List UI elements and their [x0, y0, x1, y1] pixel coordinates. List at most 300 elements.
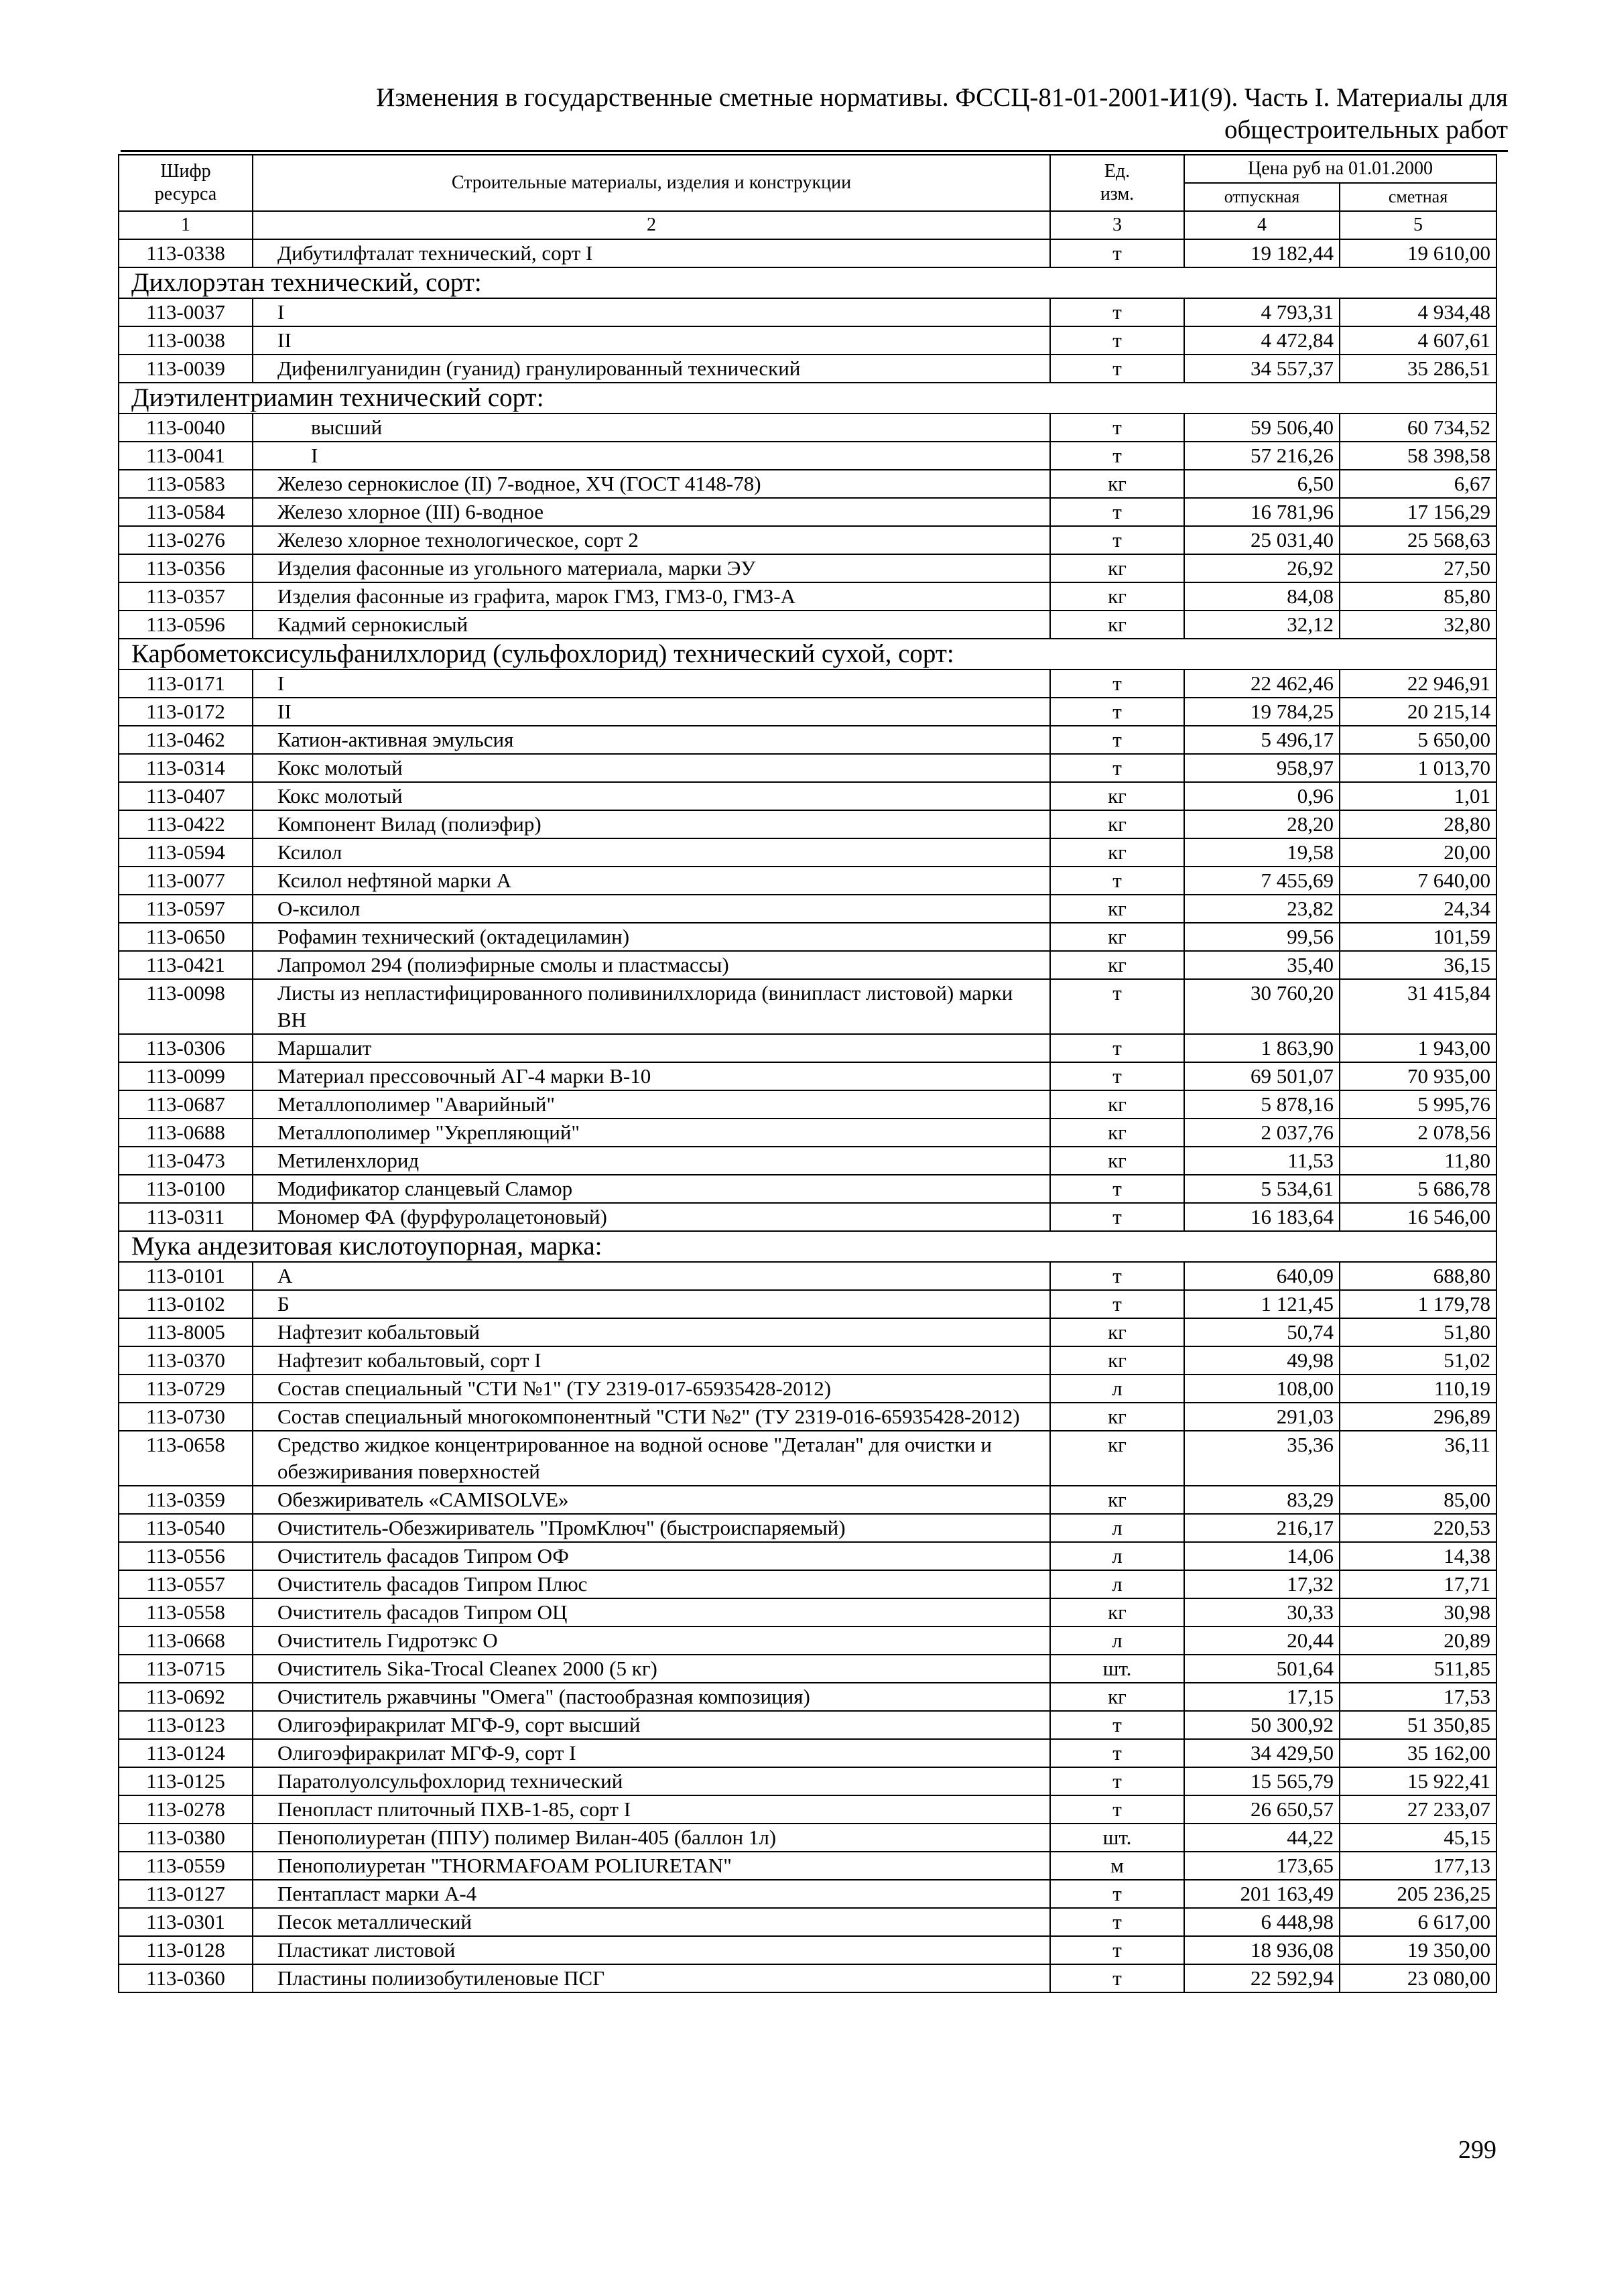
- material-name-cell: Очиститель фасадов Типром ОЦ: [253, 1598, 1050, 1627]
- material-name-cell: Ксилол нефтяной марки А: [253, 867, 1050, 895]
- price-release-cell: 5 878,16: [1184, 1090, 1340, 1119]
- price-release-cell: 4 472,84: [1184, 326, 1340, 355]
- material-name-cell: Очиститель фасадов Типром Плюс: [253, 1570, 1050, 1598]
- unit-cell: т: [1050, 326, 1184, 355]
- price-estimate-cell: 17,53: [1340, 1683, 1496, 1711]
- material-name-cell: Очиститель Гидротэкс О: [253, 1627, 1050, 1655]
- table-row: [119, 698, 1496, 726]
- resource-code-cell: 113-0171: [119, 669, 253, 698]
- price-release-cell: 17,15: [1184, 1683, 1340, 1711]
- price-estimate-cell: 7 640,00: [1340, 867, 1496, 895]
- material-name-cell: Пенопласт плиточный ПХВ-1-85, сорт I: [253, 1795, 1050, 1824]
- material-name-cell: Очиститель ржавчины "Омега" (пастообразная композиция): [253, 1683, 1050, 1711]
- table-row: [119, 1598, 1496, 1627]
- header-name: Строительные материалы, изделия и конструкции: [253, 155, 1050, 211]
- header-unit: [1050, 155, 1184, 211]
- unit-cell: т: [1050, 698, 1184, 726]
- resource-code-cell: 113-0422: [119, 810, 253, 838]
- price-release-cell: 501,64: [1184, 1655, 1340, 1683]
- price-release-cell: 49,98: [1184, 1346, 1340, 1375]
- price-estimate-cell: 688,80: [1340, 1262, 1496, 1290]
- resource-code-cell: 113-0101: [119, 1262, 253, 1290]
- material-name-cell: Катион-активная эмульсия: [253, 726, 1050, 754]
- price-estimate-cell: 6 617,00: [1340, 1908, 1496, 1936]
- column-number-2: 2: [253, 211, 1050, 239]
- price-release-cell: 25 031,40: [1184, 526, 1340, 554]
- material-name-cell: Ксилол: [253, 838, 1050, 867]
- unit-cell: т: [1050, 442, 1184, 470]
- table-row: [119, 1964, 1496, 1992]
- resource-code-cell: 113-0128: [119, 1936, 253, 1964]
- table-row: [119, 526, 1496, 554]
- price-release-cell: 4 793,31: [1184, 298, 1340, 326]
- group-title: Мука андезитовая кислотоупорная, марка:: [119, 1231, 1496, 1262]
- table-row: [119, 582, 1496, 611]
- unit-cell: шт.: [1050, 1655, 1184, 1683]
- price-release-cell: 6,50: [1184, 470, 1340, 498]
- unit-cell: т: [1050, 498, 1184, 526]
- resource-code-cell: 113-0301: [119, 1908, 253, 1936]
- price-estimate-cell: 20 215,14: [1340, 698, 1496, 726]
- column-number-4: 4: [1184, 211, 1340, 239]
- table-row: [119, 1062, 1496, 1090]
- material-name-cell: Рофамин технический (октадециламин): [253, 923, 1050, 951]
- price-estimate-cell: 27 233,07: [1340, 1795, 1496, 1824]
- table-row: [119, 867, 1496, 895]
- unit-cell: л: [1050, 1570, 1184, 1598]
- header-code-line-1: Шифр: [160, 161, 211, 182]
- price-release-cell: 19 182,44: [1184, 239, 1340, 267]
- unit-cell: кг: [1050, 951, 1184, 979]
- unit-cell: т: [1050, 726, 1184, 754]
- unit-cell: кг: [1050, 1346, 1184, 1375]
- table-row: [119, 1290, 1496, 1318]
- title-line-1: Изменения в государственные сметные нормативы. ФССЦ-81-01-2001-И1(9). Часть I. Материалы для: [376, 83, 1508, 112]
- resource-code-cell: 113-0311: [119, 1203, 253, 1231]
- table-row: [119, 1570, 1496, 1598]
- table-row: [119, 1683, 1496, 1711]
- table-row: [119, 1486, 1496, 1514]
- price-release-cell: 59 506,40: [1184, 413, 1340, 442]
- unit-cell: л: [1050, 1375, 1184, 1403]
- table-row: [119, 669, 1496, 698]
- unit-cell: кг: [1050, 923, 1184, 951]
- material-name-cell: А: [253, 1262, 1050, 1290]
- price-release-cell: 18 936,08: [1184, 1936, 1340, 1964]
- resource-code-cell: 113-0668: [119, 1627, 253, 1655]
- price-estimate-cell: 45,15: [1340, 1824, 1496, 1852]
- material-name-cell: Нафтезит кобальтовый: [253, 1318, 1050, 1346]
- price-estimate-cell: 177,13: [1340, 1852, 1496, 1880]
- resource-code-cell: 113-0730: [119, 1403, 253, 1431]
- group-header-row: [119, 383, 1496, 413]
- table-row: [119, 1824, 1496, 1852]
- price-release-cell: 1 863,90: [1184, 1034, 1340, 1062]
- material-name-cell: Материал прессовочный АГ-4 марки В-10: [253, 1062, 1050, 1090]
- price-estimate-cell: 296,89: [1340, 1403, 1496, 1431]
- price-estimate-cell: 23 080,00: [1340, 1964, 1496, 1992]
- table-row: [119, 498, 1496, 526]
- price-estimate-cell: 31 415,84: [1340, 979, 1496, 1034]
- group-header-row: [119, 267, 1496, 298]
- header-code-line-2: ресурса: [154, 184, 217, 204]
- price-estimate-cell: 205 236,25: [1340, 1880, 1496, 1908]
- unit-cell: т: [1050, 355, 1184, 383]
- resource-code-cell: 113-0172: [119, 698, 253, 726]
- table-row: [119, 1542, 1496, 1570]
- unit-cell: т: [1050, 239, 1184, 267]
- resource-code-cell: 113-0360: [119, 1964, 253, 1992]
- price-release-cell: 34 429,50: [1184, 1739, 1340, 1767]
- price-release-cell: 1 121,45: [1184, 1290, 1340, 1318]
- resource-code-cell: 113-0540: [119, 1514, 253, 1542]
- table-row: [119, 782, 1496, 810]
- table-row: [119, 554, 1496, 582]
- resource-code-cell: 113-0356: [119, 554, 253, 582]
- material-name-cell: Дифенилгуанидин (гуанид) гранулированный технический: [253, 355, 1050, 383]
- price-estimate-cell: 85,00: [1340, 1486, 1496, 1514]
- material-name-cell: I: [253, 669, 1050, 698]
- material-name-cell: Маршалит: [253, 1034, 1050, 1062]
- material-name-cell: Лапромол 294 (полиэфирные смолы и пластмассы): [253, 951, 1050, 979]
- price-release-cell: 14,06: [1184, 1542, 1340, 1570]
- material-name-cell: Железо хлорное (III) 6-водное: [253, 498, 1050, 526]
- table-row: [119, 1908, 1496, 1936]
- price-estimate-cell: 4 934,48: [1340, 298, 1496, 326]
- price-release-cell: 22 462,46: [1184, 669, 1340, 698]
- table-row: [119, 838, 1496, 867]
- price-estimate-cell: 19 350,00: [1340, 1936, 1496, 1964]
- group-title: Дихлорэтан технический, сорт:: [119, 267, 1496, 298]
- header-unit-line-2: изм.: [1100, 184, 1135, 204]
- table-row: [119, 355, 1496, 383]
- table-row: [119, 979, 1496, 1034]
- price-release-cell: 84,08: [1184, 582, 1340, 611]
- unit-cell: т: [1050, 1739, 1184, 1767]
- resource-code-cell: 113-0099: [119, 1062, 253, 1090]
- unit-cell: кг: [1050, 582, 1184, 611]
- price-estimate-cell: 30,98: [1340, 1598, 1496, 1627]
- price-release-cell: 26 650,57: [1184, 1795, 1340, 1824]
- materials-price-table: [118, 154, 1497, 1993]
- material-name-cell: II: [253, 326, 1050, 355]
- price-estimate-cell: 17,71: [1340, 1570, 1496, 1598]
- table-row: [119, 1655, 1496, 1683]
- material-name-cell: Железо сернокислое (II) 7-водное, ХЧ (ГОСТ 4148-78): [253, 470, 1050, 498]
- resource-code-cell: 113-0597: [119, 895, 253, 923]
- unit-cell: кг: [1050, 1431, 1184, 1486]
- price-release-cell: 5 534,61: [1184, 1175, 1340, 1203]
- unit-cell: кг: [1050, 1147, 1184, 1175]
- resource-code-cell: 113-0098: [119, 979, 253, 1034]
- price-estimate-cell: 20,89: [1340, 1627, 1496, 1655]
- resource-code-cell: 113-0407: [119, 782, 253, 810]
- price-estimate-cell: 5 686,78: [1340, 1175, 1496, 1203]
- price-release-cell: 958,97: [1184, 754, 1340, 782]
- resource-code-cell: 113-0102: [119, 1290, 253, 1318]
- price-estimate-cell: 19 610,00: [1340, 239, 1496, 267]
- unit-cell: т: [1050, 413, 1184, 442]
- table-row: [119, 326, 1496, 355]
- price-estimate-cell: 70 935,00: [1340, 1062, 1496, 1090]
- price-estimate-cell: 1,01: [1340, 782, 1496, 810]
- unit-cell: л: [1050, 1542, 1184, 1570]
- price-estimate-cell: 4 607,61: [1340, 326, 1496, 355]
- unit-cell: кг: [1050, 1683, 1184, 1711]
- material-name-cell: Изделия фасонные из угольного материала, марки ЭУ: [253, 554, 1050, 582]
- unit-cell: т: [1050, 1936, 1184, 1964]
- resource-code-cell: 113-0037: [119, 298, 253, 326]
- material-name-cell: Пластины полиизобутиленовые ПСГ: [253, 1964, 1050, 1992]
- price-estimate-cell: 32,80: [1340, 611, 1496, 639]
- price-estimate-cell: 51,02: [1340, 1346, 1496, 1375]
- price-estimate-cell: 101,59: [1340, 923, 1496, 951]
- unit-cell: кг: [1050, 782, 1184, 810]
- table-row: [119, 1375, 1496, 1403]
- unit-cell: т: [1050, 526, 1184, 554]
- price-estimate-cell: 5 650,00: [1340, 726, 1496, 754]
- material-name-cell: Железо хлорное технологическое, сорт 2: [253, 526, 1050, 554]
- price-release-cell: 30 760,20: [1184, 979, 1340, 1034]
- price-release-cell: 15 565,79: [1184, 1767, 1340, 1795]
- resource-code-cell: 113-0556: [119, 1542, 253, 1570]
- table-row: [119, 810, 1496, 838]
- price-estimate-cell: 1 179,78: [1340, 1290, 1496, 1318]
- material-name-cell: Изделия фасонные из графита, марок ГМЗ, ГМЗ-0, ГМЗ-А: [253, 582, 1050, 611]
- price-release-cell: 26,92: [1184, 554, 1340, 582]
- resource-code-cell: 113-0729: [119, 1375, 253, 1403]
- resource-code-cell: 113-0688: [119, 1119, 253, 1147]
- material-name-cell: Состав специальный многокомпонентный "СТИ №2" (ТУ 2319-016-65935428-2012): [253, 1403, 1050, 1431]
- price-estimate-cell: 6,67: [1340, 470, 1496, 498]
- table-row: [119, 298, 1496, 326]
- table-header-row: [119, 155, 1496, 183]
- material-name-cell: Олигоэфиракрилат МГФ-9, сорт I: [253, 1739, 1050, 1767]
- table-row: [119, 470, 1496, 498]
- price-estimate-cell: 60 734,52: [1340, 413, 1496, 442]
- table-row: [119, 1034, 1496, 1062]
- table-row: [119, 1175, 1496, 1203]
- table-row: [119, 1795, 1496, 1824]
- resource-code-cell: 113-0124: [119, 1739, 253, 1767]
- resource-code-cell: 113-0040: [119, 413, 253, 442]
- title-line-2: общестроительных работ: [1224, 115, 1508, 144]
- resource-code-cell: 113-0306: [119, 1034, 253, 1062]
- unit-cell: т: [1050, 1880, 1184, 1908]
- price-estimate-cell: 14,38: [1340, 1542, 1496, 1570]
- unit-cell: т: [1050, 1175, 1184, 1203]
- resource-code-cell: 113-0276: [119, 526, 253, 554]
- resource-code-cell: 113-0473: [119, 1147, 253, 1175]
- resource-code-cell: 113-0558: [119, 1598, 253, 1627]
- resource-code-cell: 113-0041: [119, 442, 253, 470]
- table-row: [119, 1147, 1496, 1175]
- price-release-cell: 11,53: [1184, 1147, 1340, 1175]
- table-row: [119, 1627, 1496, 1655]
- material-name-cell: I: [253, 298, 1050, 326]
- column-number-3: 3: [1050, 211, 1184, 239]
- unit-cell: т: [1050, 754, 1184, 782]
- price-estimate-cell: 16 546,00: [1340, 1203, 1496, 1231]
- unit-cell: кг: [1050, 1598, 1184, 1627]
- header-price: Цена руб на 01.01.2000: [1184, 155, 1496, 183]
- resource-code-cell: 113-0583: [119, 470, 253, 498]
- table-row: [119, 413, 1496, 442]
- table-body: [119, 239, 1496, 1992]
- unit-cell: т: [1050, 1767, 1184, 1795]
- resource-code-cell: 113-0127: [119, 1880, 253, 1908]
- unit-cell: л: [1050, 1627, 1184, 1655]
- material-name-cell: II: [253, 698, 1050, 726]
- material-name-cell: Очиститель фасадов Типром ОФ: [253, 1542, 1050, 1570]
- price-release-cell: 50 300,92: [1184, 1711, 1340, 1739]
- unit-cell: кг: [1050, 1090, 1184, 1119]
- price-release-cell: 35,36: [1184, 1431, 1340, 1486]
- page-number: 299: [1458, 2136, 1496, 2164]
- table-row: [119, 1119, 1496, 1147]
- material-name-cell: Мономер ФА (фурфуролацетоновый): [253, 1203, 1050, 1231]
- unit-cell: шт.: [1050, 1824, 1184, 1852]
- resource-code-cell: 113-0357: [119, 582, 253, 611]
- page-header-title: [315, 82, 1508, 146]
- resource-code-cell: 113-0658: [119, 1431, 253, 1486]
- material-name-cell: Обезжириватель «CAMISOLVE»: [253, 1486, 1050, 1514]
- table-row: [119, 1767, 1496, 1795]
- price-release-cell: 2 037,76: [1184, 1119, 1340, 1147]
- resource-code-cell: 113-0584: [119, 498, 253, 526]
- price-estimate-cell: 35 286,51: [1340, 355, 1496, 383]
- resource-code-cell: 113-0039: [119, 355, 253, 383]
- resource-code-cell: 113-0314: [119, 754, 253, 782]
- unit-cell: т: [1050, 1034, 1184, 1062]
- material-name-cell: Компонент Вилад (полиэфир): [253, 810, 1050, 838]
- table-row: [119, 1852, 1496, 1880]
- column-number-1: 1: [119, 211, 253, 239]
- unit-cell: т: [1050, 1290, 1184, 1318]
- price-release-cell: 16 183,64: [1184, 1203, 1340, 1231]
- price-release-cell: 0,96: [1184, 782, 1340, 810]
- price-estimate-cell: 51,80: [1340, 1318, 1496, 1346]
- material-name-cell: Металлополимер "Аварийный": [253, 1090, 1050, 1119]
- material-name-cell: Состав специальный "СТИ №1" (ТУ 2319-017-65935428-2012): [253, 1375, 1050, 1403]
- material-name-cell: Б: [253, 1290, 1050, 1318]
- price-release-cell: 22 592,94: [1184, 1964, 1340, 1992]
- table-row: [119, 1318, 1496, 1346]
- price-release-cell: 32,12: [1184, 611, 1340, 639]
- resource-code-cell: 113-0038: [119, 326, 253, 355]
- material-name-cell: Пенополиуретан "THORMAFOAM POLIURETAN": [253, 1852, 1050, 1880]
- unit-cell: т: [1050, 1711, 1184, 1739]
- resource-code-cell: 113-0715: [119, 1655, 253, 1683]
- unit-cell: кг: [1050, 611, 1184, 639]
- price-estimate-cell: 5 995,76: [1340, 1090, 1496, 1119]
- material-name-cell: Песок металлический: [253, 1908, 1050, 1936]
- table-row: [119, 726, 1496, 754]
- table-row: [119, 1880, 1496, 1908]
- material-name-cell: высший: [253, 413, 1050, 442]
- unit-cell: м: [1050, 1852, 1184, 1880]
- material-name-cell: Очиститель Sika-Trocal Cleanex 2000 (5 кг): [253, 1655, 1050, 1683]
- table-row: [119, 1739, 1496, 1767]
- price-release-cell: 19 784,25: [1184, 698, 1340, 726]
- price-estimate-cell: 58 398,58: [1340, 442, 1496, 470]
- resource-code-cell: 113-0557: [119, 1570, 253, 1598]
- table-row: [119, 951, 1496, 979]
- material-name-cell: Олигоэфиракрилат МГФ-9, сорт высший: [253, 1711, 1050, 1739]
- price-release-cell: 17,32: [1184, 1570, 1340, 1598]
- resource-code-cell: 113-0687: [119, 1090, 253, 1119]
- material-name-cell: I: [253, 442, 1050, 470]
- group-title: Диэтилентриамин технический сорт:: [119, 383, 1496, 413]
- price-estimate-cell: 24,34: [1340, 895, 1496, 923]
- price-release-cell: 69 501,07: [1184, 1062, 1340, 1090]
- material-name-cell: Метиленхлорид: [253, 1147, 1050, 1175]
- unit-cell: т: [1050, 1795, 1184, 1824]
- unit-cell: т: [1050, 298, 1184, 326]
- material-name-cell: Дибутилфталат технический, сорт I: [253, 239, 1050, 267]
- resource-code-cell: 113-0125: [119, 1767, 253, 1795]
- resource-code-cell: 113-0421: [119, 951, 253, 979]
- material-name-cell: О-ксилол: [253, 895, 1050, 923]
- material-name-cell: Листы из непластифицированного поливинилхлорида (винипласт листовой) марки ВН: [253, 979, 1050, 1034]
- price-release-cell: 640,09: [1184, 1262, 1340, 1290]
- table-row: [119, 1090, 1496, 1119]
- price-estimate-cell: 36,15: [1340, 951, 1496, 979]
- table-row: [119, 1403, 1496, 1431]
- table-row: [119, 1514, 1496, 1542]
- unit-cell: кг: [1050, 1119, 1184, 1147]
- price-estimate-cell: 22 946,91: [1340, 669, 1496, 698]
- table-row: [119, 1262, 1496, 1290]
- price-estimate-cell: 1 943,00: [1340, 1034, 1496, 1062]
- price-release-cell: 291,03: [1184, 1403, 1340, 1431]
- material-name-cell: Модификатор сланцевый Сламор: [253, 1175, 1050, 1203]
- unit-cell: кг: [1050, 895, 1184, 923]
- unit-cell: т: [1050, 1062, 1184, 1090]
- price-release-cell: 19,58: [1184, 838, 1340, 867]
- price-release-cell: 99,56: [1184, 923, 1340, 951]
- material-name-cell: Кокс молотый: [253, 754, 1050, 782]
- price-release-cell: 6 448,98: [1184, 1908, 1340, 1936]
- header-price-release: отпускная: [1184, 183, 1340, 211]
- price-estimate-cell: 1 013,70: [1340, 754, 1496, 782]
- price-release-cell: 5 496,17: [1184, 726, 1340, 754]
- table-row: [119, 1431, 1496, 1486]
- material-name-cell: Металлополимер "Укрепляющий": [253, 1119, 1050, 1147]
- unit-cell: т: [1050, 979, 1184, 1034]
- resource-code-cell: 113-0370: [119, 1346, 253, 1375]
- material-name-cell: Очиститель-Обезжириватель "ПромКлюч" (быстроиспаряемый): [253, 1514, 1050, 1542]
- material-name-cell: Нафтезит кобальтовый, сорт I: [253, 1346, 1050, 1375]
- price-release-cell: 28,20: [1184, 810, 1340, 838]
- unit-cell: кг: [1050, 838, 1184, 867]
- resource-code-cell: 113-0278: [119, 1795, 253, 1824]
- unit-cell: т: [1050, 669, 1184, 698]
- header-unit-line-1: Ед.: [1104, 161, 1131, 182]
- unit-cell: т: [1050, 1908, 1184, 1936]
- group-header-row: [119, 639, 1496, 669]
- unit-cell: т: [1050, 1262, 1184, 1290]
- unit-cell: кг: [1050, 1403, 1184, 1431]
- material-name-cell: Пластикат листовой: [253, 1936, 1050, 1964]
- price-estimate-cell: 20,00: [1340, 838, 1496, 867]
- price-estimate-cell: 36,11: [1340, 1431, 1496, 1486]
- table-row: [119, 1203, 1496, 1231]
- resource-code-cell: 113-0338: [119, 239, 253, 267]
- price-release-cell: 20,44: [1184, 1627, 1340, 1655]
- price-estimate-cell: 51 350,85: [1340, 1711, 1496, 1739]
- group-title: Карбометоксисульфанилхлорид (сульфохлорид) технический сухой, сорт:: [119, 639, 1496, 669]
